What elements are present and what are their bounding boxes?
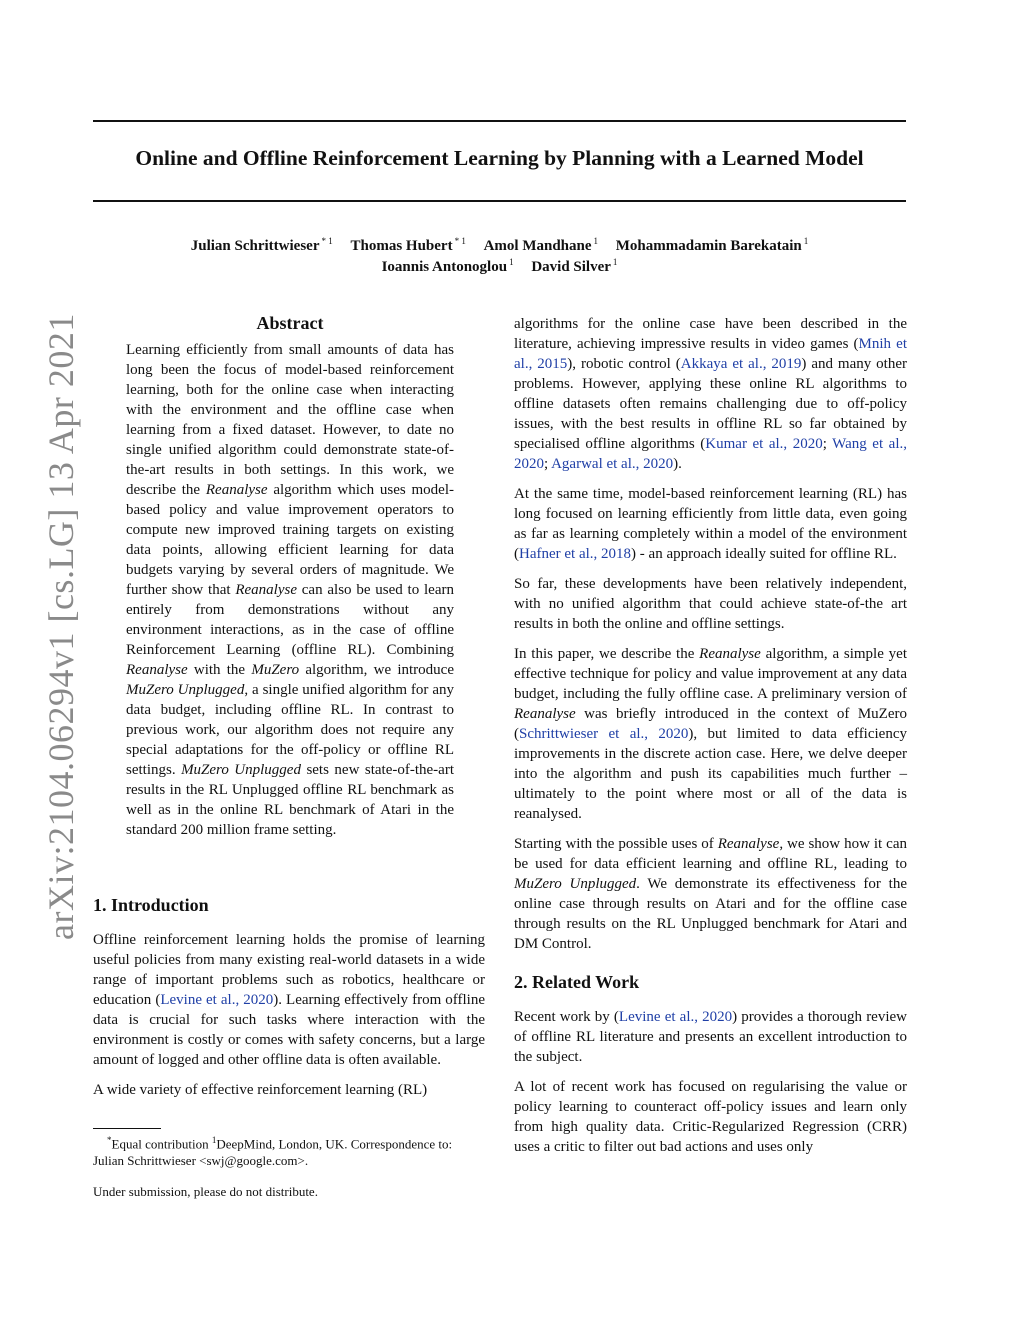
citation-link[interactable]: Levine et al., 2020 bbox=[618, 1009, 733, 1025]
paragraph: So far, these developments have been relatively independent, with no unified algorithm that could achieve state-of-the art results in both the online and offline settings. bbox=[514, 576, 907, 632]
author: Amol Mandhane $^1$ bbox=[483, 236, 599, 254]
paragraph: A lot of recent work has focused on regularising the value or policy learning to counteract off-policy issues and learn only from high quality data. Critic-Regularized Regression (CRR) uses a critic to filter out bad actions and uses only bbox=[514, 1079, 907, 1155]
section-heading-related-work: 2. Related Work bbox=[514, 972, 640, 992]
citation-link[interactable]: Akkaya et al., 2019 bbox=[680, 356, 802, 372]
abstract-text: Learning efficiently from small amounts of data has long been the focus of model-based reinforcement learning, both for the online case when interacting with the environment and the offline case when learning from a fixed dataset. However, to date no single unified algorithm could demonstrate state-of-the-art results in both settings. In this work, we describe the Reanalyse algorithm which uses model-based policy and value improvement operators to compute new improved training targets on existing data points, allowing efficient learning for data budgets varying by several orders of magnitude. We further show that Reanalyse can also be used to learn entirely from demonstrations without any environment interactions, as in the case of offline Reinforcement Learning (offline RL). Combining Reanalyse with the MuZero algorithm, we introduce MuZero Unplugged, a single unified algorithm for any data budget, including offline RL. In contrast to previous work, our algorithm does not require any special adaptations for the off-policy or offline RL settings. MuZero Unplugged sets new state-of-the-art results in the RL Unplugged offline RL benchmark as well as in the online RL benchmark of Atari in the standard 200 million frame setting. bbox=[126, 342, 454, 838]
paragraph: Starting with the possible uses of Reanalyse, we show how it can be used for data efficient learning and offline RL, leading to MuZero Unplugged. We demonstrate its effectiveness for the online case through results on Atari and for the offline case through results on the RL Unplugged benchmark for Atari and DM Control. bbox=[514, 836, 907, 952]
author: Thomas Hubert $^{* 1}$ bbox=[350, 236, 466, 254]
paragraph: Offline reinforcement learning holds the promise of learning useful policies from many existing real-world datasets in a wide range of important problems such as robotics, healthcare or education (Levine et al., 2020). Learning effectively from offline data is crucial for such tasks where interaction with the environment is costly or comes with safety concerns, but a large amount of logged and other offline data is often available. bbox=[93, 932, 485, 1068]
paragraph: A wide variety of effective reinforcement learning (RL) bbox=[93, 1082, 428, 1098]
abstract-heading: Abstract bbox=[256, 313, 324, 333]
footnote-rule bbox=[93, 1128, 161, 1129]
author: Ioannis Antonoglou $^1$ bbox=[381, 257, 514, 275]
citation-link[interactable]: Mnih et al., 2015 bbox=[514, 336, 907, 372]
title-top-rule bbox=[93, 120, 906, 122]
paragraph: At the same time, model-based reinforcement learning (RL) has long focused on learning efficiently from little data, even going as far as learning completely within a model of the environment (Hafner et al., 2018) - an approach ideally suited for offline RL. bbox=[514, 486, 907, 562]
citation-link[interactable]: Levine et al., 2020 bbox=[160, 992, 274, 1008]
citation-link[interactable]: Schrittwieser et al., 2020 bbox=[519, 726, 689, 742]
author: Mohammadamin Barekatain $^1$ bbox=[615, 236, 809, 254]
author-line-2 bbox=[93, 257, 906, 276]
paragraph: In this paper, we describe the Reanalyse algorithm, a simple yet effective technique for policy and value improvement at any data budget, including the fully offline case. A preliminary version of Reanalyse was briefly introduced in the context of MuZero (Schrittwieser et al., 2020), but limited to data efficiency improvements in the discrete action case. Here, we delve deeper into the algorithm and push its capabilities much further – ultimately to the point where most or all of the data is reanalysed. bbox=[514, 646, 908, 822]
introduction-section bbox=[93, 895, 485, 1110]
citation-link[interactable]: Agarwal et al., 2020 bbox=[551, 456, 674, 472]
section-heading-introduction: 1. Introduction bbox=[93, 895, 209, 915]
author-line-1 bbox=[93, 236, 906, 255]
citation-link[interactable]: Hafner et al., 2018 bbox=[519, 546, 632, 562]
title-bottom-rule bbox=[93, 200, 906, 202]
citation-link[interactable]: Kumar et al., 2020 bbox=[705, 436, 823, 452]
paper-title: Online and Offline Reinforcement Learning by Planning with a Learned Model bbox=[135, 146, 864, 170]
author: David Silver $^1$ bbox=[531, 257, 618, 275]
footnote: *Equal contribution $^1$DeepMind, London, UK. Correspondence to: Julian Schrittwieser <swj@google.com>. bbox=[93, 1135, 453, 1169]
citation-link[interactable]: Wang et al., 2020 bbox=[514, 436, 907, 472]
paragraph: algorithms for the online case have been described in the literature, achieving impressive results in video games (Mnih et al., 2015), robotic control (Akkaya et al., 2019) and many other problems. However, applying these online RL algorithms to offline datasets often remains challenging due to off-policy issues, with the best results in offline RL so far obtained by specialised offline algorithms (Kumar et al., 2020; Wang et al., 2020; Agarwal et al., 2020). bbox=[514, 316, 907, 472]
arxiv-stamp: arXiv:2104.06294v1 [cs.LG] 13 Apr 2021 bbox=[41, 313, 81, 940]
right-column bbox=[514, 314, 907, 1167]
paragraph: Recent work by (Levine et al., 2020) provides a thorough review of offline RL literature and presents an excellent introduction to the subject. bbox=[514, 1009, 907, 1065]
submission-note: Under submission, please do not distribute. bbox=[93, 1184, 318, 1199]
author: Julian Schrittwieser $^{* 1}$ bbox=[190, 236, 333, 254]
abstract-section bbox=[126, 313, 454, 840]
